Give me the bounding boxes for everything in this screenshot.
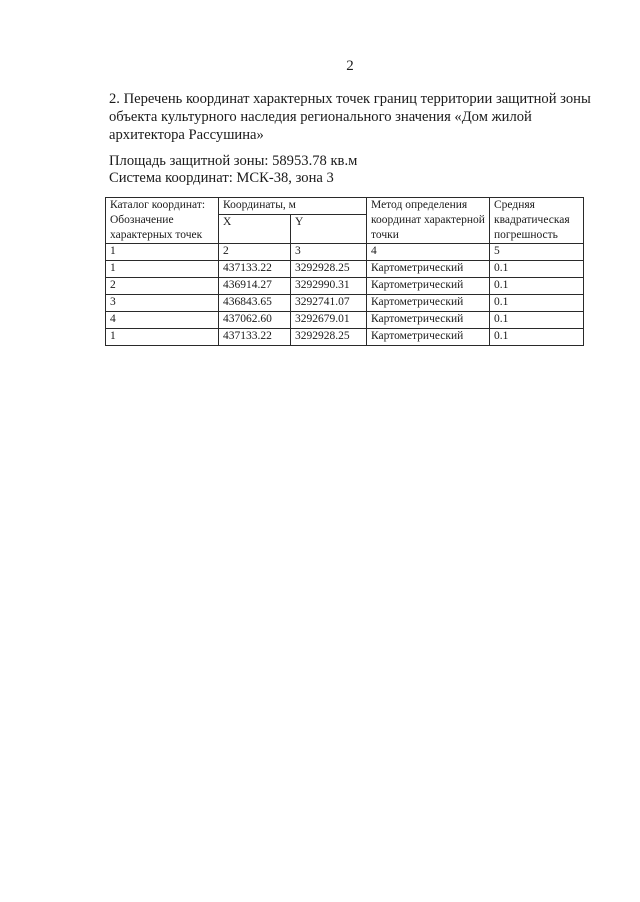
method-cell: Картометрический (367, 295, 490, 312)
point-cell: 4 (106, 312, 219, 329)
table-row (106, 278, 584, 295)
table-row (106, 329, 584, 346)
y-cell: 3292679.01 (291, 312, 367, 329)
table-row (106, 295, 584, 312)
x-cell: 437062.60 (219, 312, 291, 329)
method-cell: Картометрический (367, 278, 490, 295)
heading-line-2: объекта культурного наследия регионального значения «Дом жилой (109, 109, 532, 125)
header-y: Y (291, 215, 367, 244)
point-cell: 2 (106, 278, 219, 295)
header-x: X (219, 215, 291, 244)
y-cell: 3292741.07 (291, 295, 367, 312)
header-coords-group: Координаты, м (219, 198, 367, 215)
error-cell: 0.1 (490, 261, 584, 278)
table-header-row (106, 198, 584, 215)
heading-line-1: 2. Перечень координат характерных точек границ территории защитной зоны (109, 91, 591, 107)
method-cell: Картометрический (367, 261, 490, 278)
coordinates-table (105, 197, 584, 346)
error-cell: 0.1 (490, 295, 584, 312)
point-cell: 1 (106, 261, 219, 278)
table-row (106, 261, 584, 278)
x-cell: 436843.65 (219, 295, 291, 312)
error-cell: 0.1 (490, 329, 584, 346)
coordinate-system: Система координат: МСК-38, зона 3 (109, 170, 334, 186)
heading-line-3: архитектора Рассушина» (109, 127, 264, 143)
zone-info (109, 153, 589, 187)
y-cell: 3292928.25 (291, 329, 367, 346)
error-cell: 0.1 (490, 312, 584, 329)
point-cell: 1 (106, 329, 219, 346)
header-error: Средняя квадратическая погрешность (490, 198, 584, 244)
column-number: 5 (490, 244, 584, 261)
column-number: 3 (291, 244, 367, 261)
table-row (106, 312, 584, 329)
column-number: 4 (367, 244, 490, 261)
header-method: Метод определения координат характерной точки (367, 198, 490, 244)
x-cell: 437133.22 (219, 261, 291, 278)
method-cell: Картометрический (367, 312, 490, 329)
header-points (106, 198, 219, 244)
error-cell: 0.1 (490, 278, 584, 295)
header-catalog: Каталог координат: (110, 199, 206, 211)
section-heading (109, 90, 591, 144)
method-cell: Картометрический (367, 329, 490, 346)
column-number: 2 (219, 244, 291, 261)
y-cell: 3292990.31 (291, 278, 367, 295)
y-cell: 3292928.25 (291, 261, 367, 278)
zone-area: Площадь защитной зоны: 58953.78 кв.м (109, 153, 358, 169)
column-number-row (106, 244, 584, 261)
x-cell: 437133.22 (219, 329, 291, 346)
column-number: 1 (106, 244, 219, 261)
page-number: 2 (346, 58, 354, 74)
x-cell: 436914.27 (219, 278, 291, 295)
header-points-label: Обозначение характерных точек (110, 214, 203, 241)
point-cell: 3 (106, 295, 219, 312)
